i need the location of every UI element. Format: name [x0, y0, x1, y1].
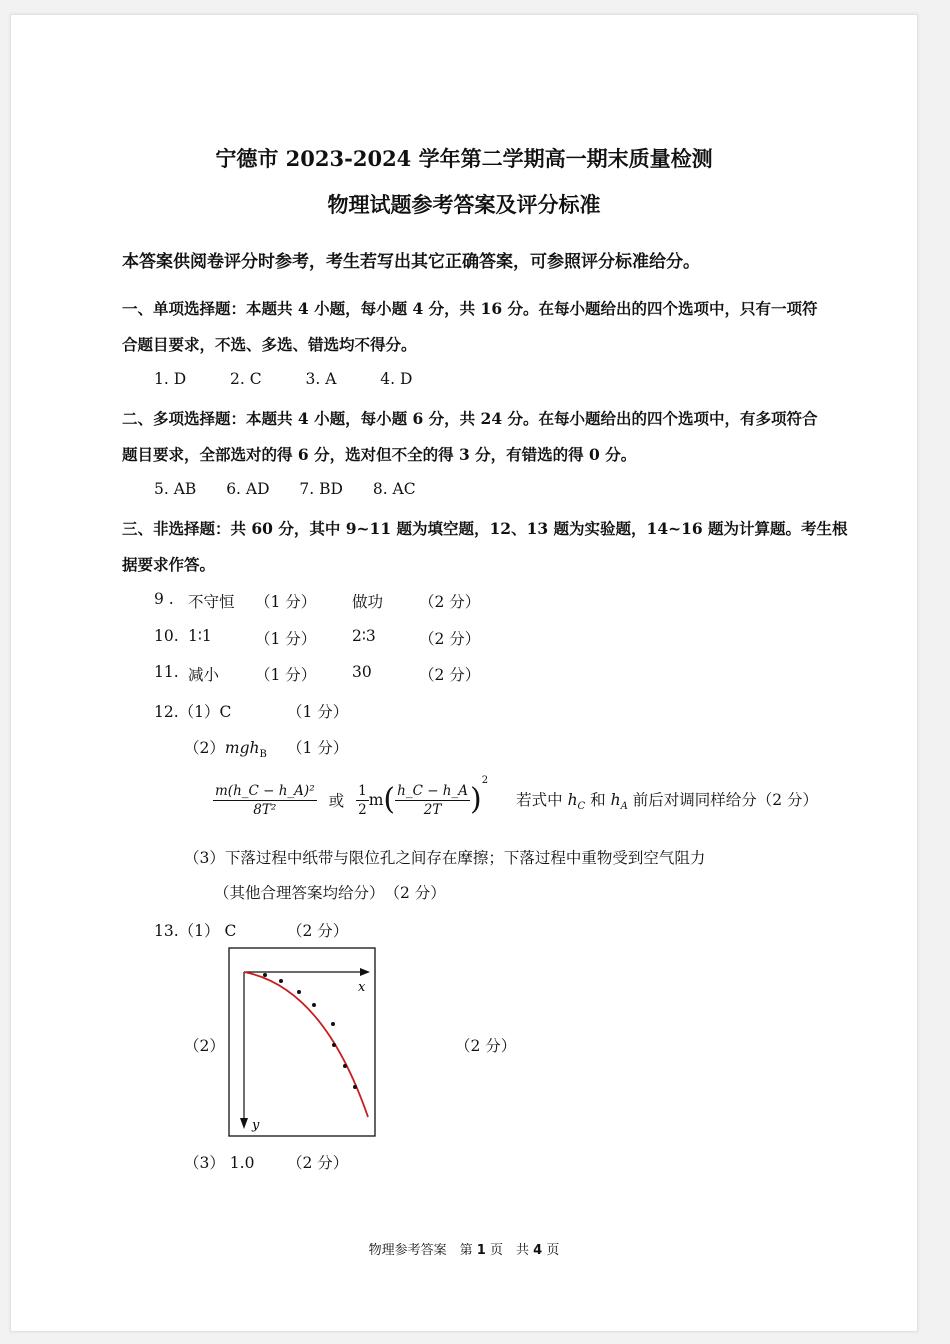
- formula-fraction-2: [356, 783, 369, 818]
- graph-x-arrow-icon: [360, 968, 370, 976]
- formula-or: 或: [328, 792, 345, 810]
- section2-line2: 题目要求，全部选对的得 6 分，选对但不全的得 3 分，有错选的得 0 分。: [122, 445, 637, 464]
- q13-part1-score: （2 分）: [287, 922, 349, 940]
- q9-number: 9 .: [154, 590, 174, 608]
- page-title: 宁德市 2023-2024 学年第二学期高一期末质量检测: [215, 146, 713, 171]
- q12-part1-score: （1 分）: [287, 703, 349, 721]
- answer-5: 5. AB: [154, 480, 197, 498]
- graph-frame: [229, 948, 375, 1136]
- data-point: [331, 1022, 335, 1026]
- formula-fraction-3: [395, 783, 470, 818]
- formula-paren-open: (: [383, 782, 396, 817]
- formula-fraction-1-den: 8T²: [253, 801, 277, 818]
- formula-note: 若式中 $h_C$ 和 $h_A$ 前后对调同样给分（2 分）: [516, 790, 819, 813]
- footer-page-number: 1: [476, 1243, 486, 1258]
- section1-line1: 一、单项选择题：本题共 4 小题，每小题 4 分，共 16 分。在每小题给出的四个选项中，只有一项符: [122, 299, 818, 318]
- graph-x-label: x: [358, 980, 366, 995]
- q9-score2: （2 分）: [419, 593, 481, 611]
- answer-6: 6. AD: [226, 480, 270, 498]
- q10-number: 10.: [154, 627, 179, 645]
- q12-part1: 12.（1）C: [154, 703, 232, 721]
- q11-number: 11.: [154, 663, 179, 681]
- q9-score1: （1 分）: [255, 593, 317, 611]
- formula-m: m: [368, 791, 384, 809]
- q12-part3-line1: （3）下落过程中纸带与限位孔之间存在摩擦；下落过程中重物受到空气阻力: [184, 849, 706, 867]
- q11-answer2: 30: [352, 663, 372, 681]
- data-point: [279, 979, 283, 983]
- trajectory-curve: [244, 972, 368, 1117]
- formula-fraction-2-num: 1: [358, 782, 367, 799]
- answer-3: 3. A: [305, 370, 337, 388]
- section1-answers: [154, 370, 412, 388]
- formula-fraction-2-den: 2: [358, 801, 367, 818]
- q12-formula: $\frac{\text{m(h\_C − h\_A)²}}{\text{8T²}}$ 或 $\frac{1}{2}$ m ( $\frac{h\_C - h\_A}{2T}$ ) $^2$ 若式中 $h_C$ 和 $h_A$ 前后对调同样给分（2 分）: [215, 775, 819, 818]
- answer-8: 8. AC: [372, 480, 416, 498]
- graph-y-label: y: [252, 1118, 260, 1133]
- q10-score2: （2 分）: [419, 630, 481, 648]
- formula-fraction-3-den: 2T: [423, 801, 442, 818]
- data-point: [263, 973, 267, 977]
- q10-answer1: 1∶1: [188, 627, 212, 645]
- q12-part2-expr: mgh: [224, 739, 260, 757]
- q12-part2-score: （1 分）: [287, 739, 349, 757]
- q13-part2-label: （2）: [184, 1037, 225, 1055]
- q11-score2: （2 分）: [419, 666, 481, 684]
- section3-line1: 三、非选择题：共 60 分，其中 9~11 题为填空题，12、13 题为实验题，14~16 题为计算题。考生根: [122, 519, 848, 538]
- section3-line2: 据要求作答。: [122, 555, 216, 574]
- page-subtitle: 物理试题参考答案及评分标准: [327, 192, 601, 217]
- q11-score1: （1 分）: [255, 666, 317, 684]
- intro-note: 本答案供阅卷评分时参考，考生若写出其它正确答案，可参照评分标准给分。: [122, 252, 700, 272]
- q9-answer2: 做功: [352, 593, 384, 611]
- formula-fraction-1-num: m(h_C − h_A)²: [215, 782, 315, 799]
- formula-fraction-1: [213, 783, 317, 818]
- section2-answers: [154, 480, 416, 498]
- q12-part2: [184, 736, 267, 760]
- answer-7: 7. BD: [299, 480, 343, 498]
- answer-2: 2. C: [230, 370, 262, 388]
- graph-y-arrow-icon: [240, 1118, 248, 1129]
- q12-part2-sub: B: [259, 749, 267, 761]
- q9-answer1: 不守恒: [188, 593, 235, 611]
- data-point: [353, 1085, 357, 1089]
- section2-line1: 二、多项选择题：本题共 4 小题，每小题 6 分，共 24 分。在每小题给出的四个选项中，有多项符合: [122, 409, 818, 428]
- q12-part2-label: （2）: [184, 739, 225, 757]
- data-point: [297, 990, 301, 994]
- q13-part3: （3） 1.0: [184, 1154, 255, 1172]
- q10-score1: （1 分）: [255, 630, 317, 648]
- footer-total-pages: 4: [533, 1243, 543, 1258]
- q13-part2-score: （2 分）: [455, 1037, 517, 1055]
- q11-answer1: 减小: [188, 666, 220, 684]
- data-point: [332, 1043, 336, 1047]
- answer-4: 4. D: [380, 370, 413, 388]
- trajectory-graph: [228, 947, 376, 1137]
- q12-part3-line2: （其他合理答案均给分） （2 分）: [214, 884, 446, 902]
- answer-1: 1. D: [154, 370, 187, 388]
- q10-answer2: 2∶3: [352, 627, 376, 645]
- formula-paren-close: ): [470, 782, 482, 817]
- data-point: [343, 1064, 347, 1068]
- formula-fraction-3-num: h_C − h_A: [397, 782, 469, 799]
- data-point: [312, 1003, 316, 1007]
- q13-part1: 13.（1） C: [154, 922, 237, 940]
- q13-part3-score: （2 分）: [287, 1154, 349, 1172]
- answer-sheet-page: [10, 14, 918, 1332]
- section1-line2: 合题目要求，不选、多选、错选均不得分。: [122, 335, 417, 354]
- page-footer: 物理参考答案 第 1 页 共 4 页: [368, 1243, 560, 1258]
